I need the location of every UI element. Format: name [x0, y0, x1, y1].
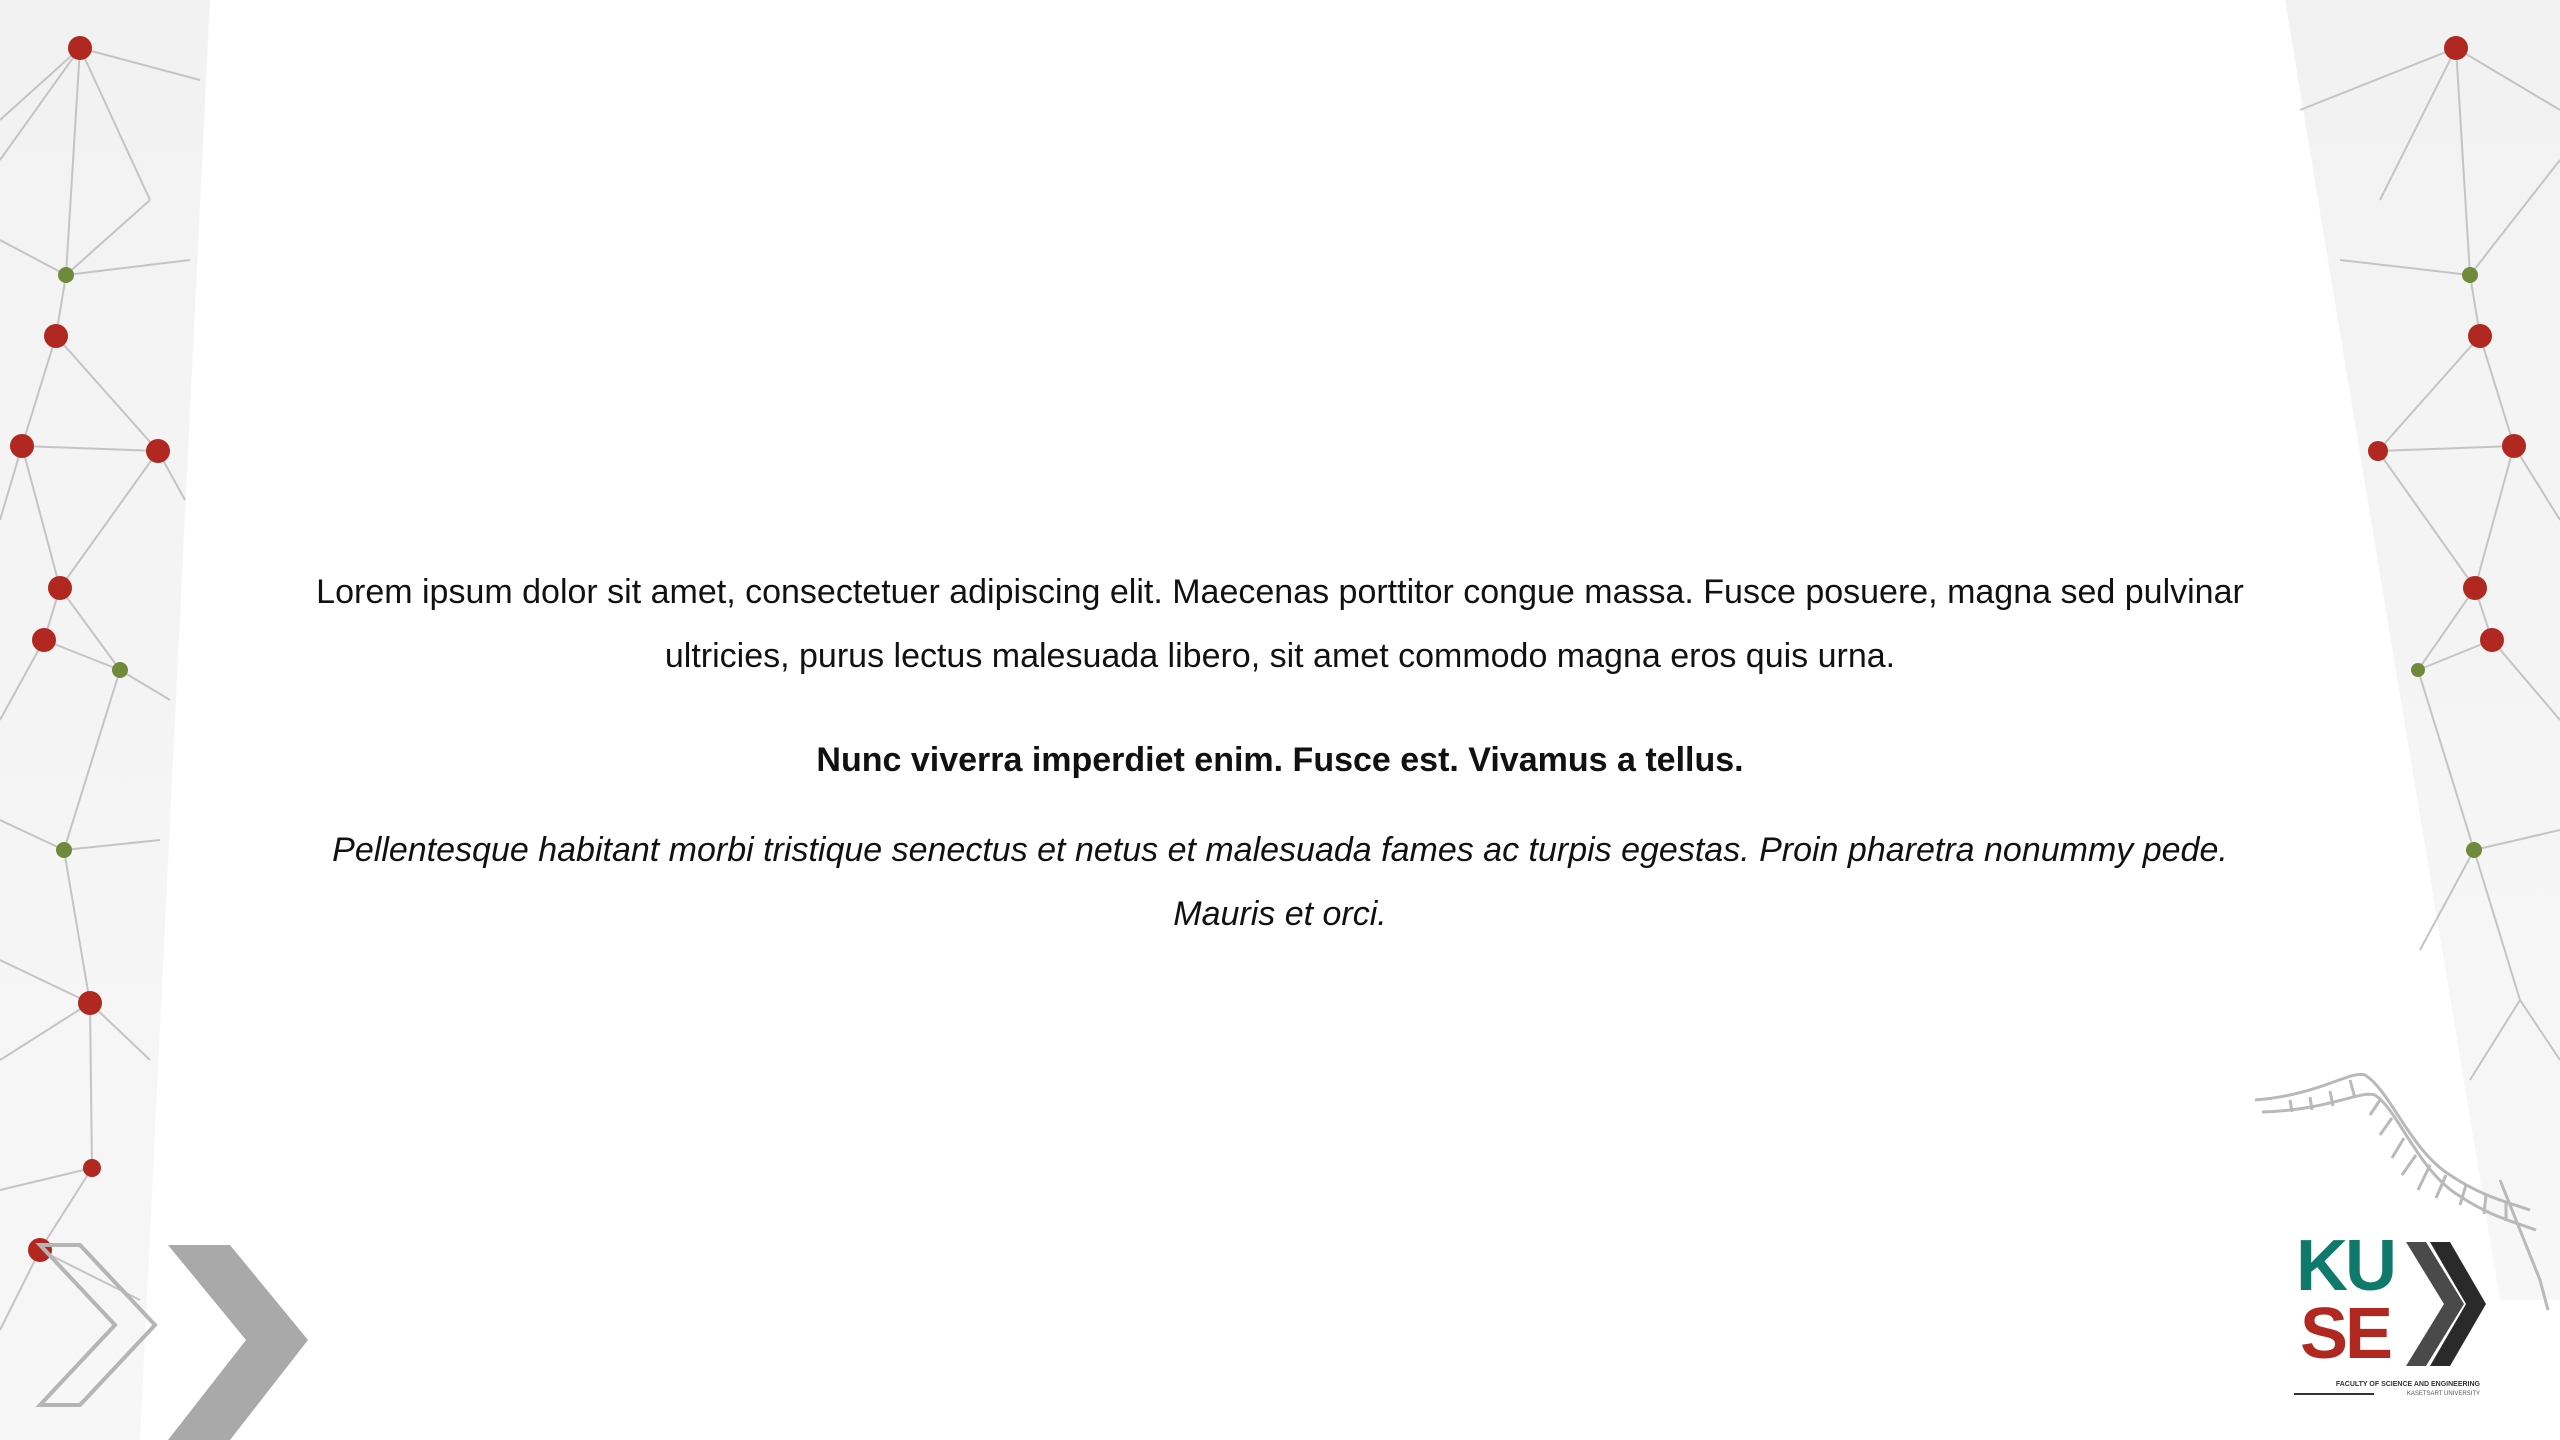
logo-se-text: SE: [2300, 1294, 2391, 1374]
bold-paragraph: Nunc viverra imperdiet enim. Fusce est. Vivamus a tellus.: [816, 741, 1744, 779]
chevron-right-icon: [2406, 1242, 2486, 1366]
logo-subcaption: KASETSART UNIVERSITY: [2406, 1391, 2480, 1397]
italic-paragraph: Pellentesque habitant morbi tristique senectus et netus et malesuada fames ac turpis egestas. Proin pharetra nonummy pede. Mauris et orci.: [332, 831, 2228, 933]
slide-content: [290, 560, 2270, 946]
body-paragraph: Lorem ipsum dolor sit amet, consectetuer adipiscing elit. Maecenas porttitor congue massa. Fusce posuere, magna sed pulvinar ultricies, purus lectus malesuada libero, sit amet commodo magna eros quis urna.: [316, 573, 2244, 675]
logo-ku-text: KU: [2296, 1226, 2394, 1306]
logo-caption: FACULTY OF SCIENCE AND ENGINEERING: [2335, 1381, 2480, 1388]
kuse-logo: [2290, 1226, 2490, 1410]
network-nodes-icon: [0, 0, 210, 1440]
